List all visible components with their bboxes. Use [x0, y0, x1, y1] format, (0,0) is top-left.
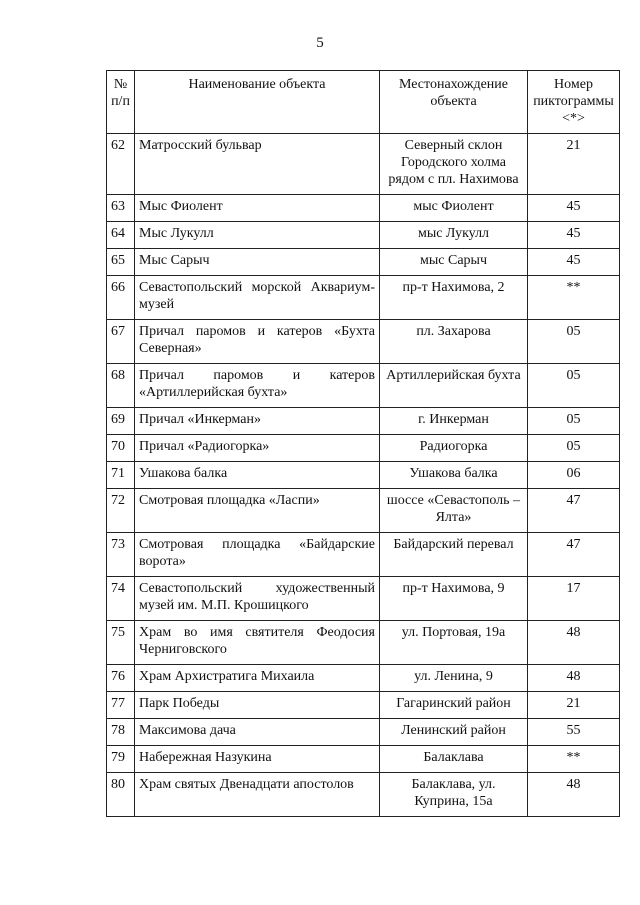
table-row: [107, 222, 620, 249]
row-name: Матросский бульвар: [135, 134, 380, 195]
row-name: Храм Архистратига Михаила: [135, 665, 380, 692]
row-name: Мыс Лукулл: [135, 222, 380, 249]
row-location: пл. Захарова: [380, 320, 528, 364]
row-num: 70: [107, 435, 135, 462]
row-name: Севастопольский художественный музей им. М.П. Крошицкого: [135, 577, 380, 621]
row-location: г. Инкерман: [380, 408, 528, 435]
row-pictogram: 05: [528, 408, 620, 435]
row-num: 71: [107, 462, 135, 489]
row-num: 63: [107, 195, 135, 222]
row-name: Причал паромов и катеров «Артиллерийская бухта»: [135, 364, 380, 408]
row-num: 67: [107, 320, 135, 364]
row-num: 68: [107, 364, 135, 408]
row-name: Мыс Фиолент: [135, 195, 380, 222]
row-pictogram: 21: [528, 692, 620, 719]
row-pictogram: 06: [528, 462, 620, 489]
row-name: Смотровая площадка «Ласпи»: [135, 489, 380, 533]
row-pictogram: **: [528, 746, 620, 773]
table-row: [107, 773, 620, 817]
row-location: Артиллерийская бухта: [380, 364, 528, 408]
row-pictogram: 45: [528, 222, 620, 249]
table-row: [107, 577, 620, 621]
row-name: Мыс Сарыч: [135, 249, 380, 276]
row-name: Ушакова балка: [135, 462, 380, 489]
table-row: [107, 621, 620, 665]
row-name: Причал паромов и катеров «Бухта Северная»: [135, 320, 380, 364]
row-pictogram: 05: [528, 364, 620, 408]
row-num: 75: [107, 621, 135, 665]
row-num: 66: [107, 276, 135, 320]
row-num: 76: [107, 665, 135, 692]
row-location: Балаклава: [380, 746, 528, 773]
header-num: № п/п: [107, 71, 135, 134]
row-location: мыс Лукулл: [380, 222, 528, 249]
row-location: Гагаринский район: [380, 692, 528, 719]
table-row: [107, 134, 620, 195]
row-name: Смотровая площадка «Байдарские ворота»: [135, 533, 380, 577]
header-pictogram: Номер пиктограммы <*>: [528, 71, 620, 134]
row-name: Причал «Инкерман»: [135, 408, 380, 435]
row-num: 64: [107, 222, 135, 249]
row-location: мыс Фиолент: [380, 195, 528, 222]
table-header-row: [107, 71, 620, 134]
row-name: Набережная Назукина: [135, 746, 380, 773]
table-row: [107, 462, 620, 489]
page-number: 5: [316, 35, 324, 51]
table-row: [107, 489, 620, 533]
row-num: 74: [107, 577, 135, 621]
objects-table: [106, 70, 620, 817]
header-location: Местонахождение объекта: [380, 71, 528, 134]
row-pictogram: 17: [528, 577, 620, 621]
table-row: [107, 719, 620, 746]
row-pictogram: 48: [528, 621, 620, 665]
row-location: пр-т Нахимова, 2: [380, 276, 528, 320]
table-row: [107, 435, 620, 462]
row-pictogram: 45: [528, 195, 620, 222]
row-pictogram: 21: [528, 134, 620, 195]
row-num: 65: [107, 249, 135, 276]
row-location: Балаклава, ул. Куприна, 15а: [380, 773, 528, 817]
row-location: пр-т Нахимова, 9: [380, 577, 528, 621]
row-location: Байдарский перевал: [380, 533, 528, 577]
row-num: 69: [107, 408, 135, 435]
row-pictogram: 48: [528, 665, 620, 692]
table-row: [107, 276, 620, 320]
row-location: мыс Сарыч: [380, 249, 528, 276]
row-num: 80: [107, 773, 135, 817]
row-location: ул. Ленина, 9: [380, 665, 528, 692]
table-row: [107, 533, 620, 577]
table-row: [107, 746, 620, 773]
row-pictogram: 55: [528, 719, 620, 746]
header-name: Наименование объекта: [135, 71, 380, 134]
row-pictogram: 47: [528, 533, 620, 577]
row-num: 78: [107, 719, 135, 746]
row-location: Ушакова балка: [380, 462, 528, 489]
row-num: 77: [107, 692, 135, 719]
row-pictogram: **: [528, 276, 620, 320]
row-name: Храм святых Двенадцати апостолов: [135, 773, 380, 817]
row-num: 79: [107, 746, 135, 773]
row-pictogram: 05: [528, 435, 620, 462]
row-pictogram: 47: [528, 489, 620, 533]
row-pictogram: 48: [528, 773, 620, 817]
row-name: Причал «Радиогорка»: [135, 435, 380, 462]
table-row: [107, 408, 620, 435]
row-name: Парк Победы: [135, 692, 380, 719]
row-name: Севастопольский морской Аквариум-музей: [135, 276, 380, 320]
row-location: Радиогорка: [380, 435, 528, 462]
row-pictogram: 05: [528, 320, 620, 364]
row-num: 73: [107, 533, 135, 577]
table-row: [107, 195, 620, 222]
row-location: шоссе «Севастополь – Ялта»: [380, 489, 528, 533]
row-location: ул. Портовая, 19а: [380, 621, 528, 665]
row-num: 62: [107, 134, 135, 195]
table-row: [107, 665, 620, 692]
row-name: Максимова дача: [135, 719, 380, 746]
table-row: [107, 320, 620, 364]
row-location: Северный склон Городского холма рядом с пл. Нахимова: [380, 134, 528, 195]
table-row: [107, 692, 620, 719]
table-row: [107, 249, 620, 276]
row-num: 72: [107, 489, 135, 533]
row-pictogram: 45: [528, 249, 620, 276]
row-location: Ленинский район: [380, 719, 528, 746]
table-row: [107, 364, 620, 408]
row-name: Храм во имя святителя Феодосия Черниговского: [135, 621, 380, 665]
